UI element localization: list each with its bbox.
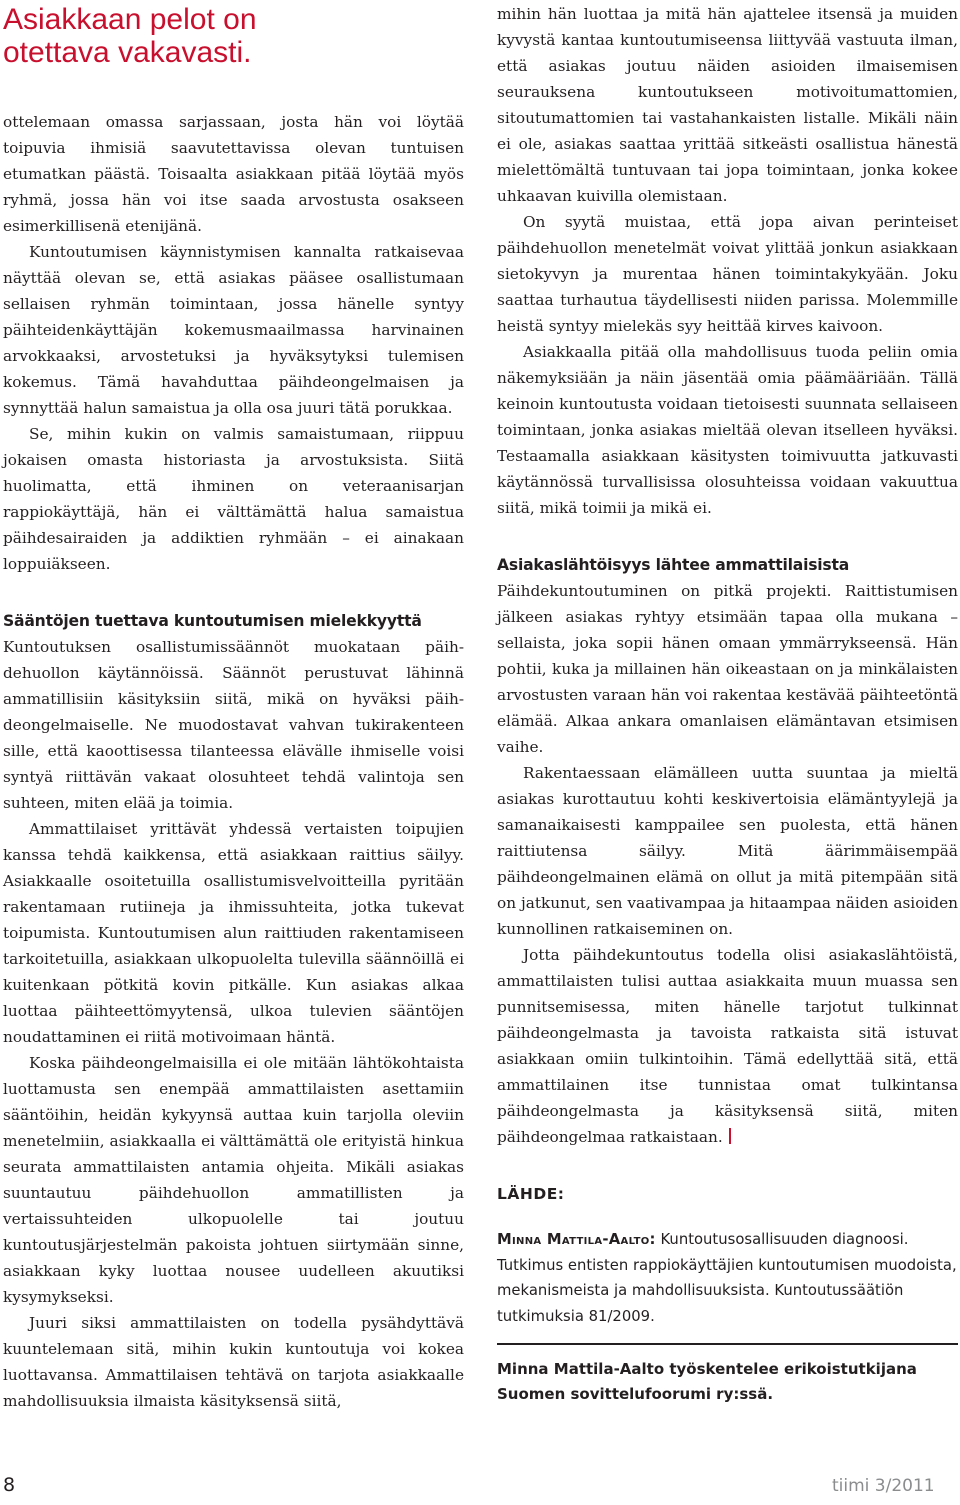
paragraph: On syytä muistaa, että jopa aivan perinteiset päihdehuollon menetelmät voivat ylittää jonkun asiakkaan sietokyvyn ja murentaa hänen toimintakykyään. Joku saattaa turhautua täydellisesti niiden parissa. Molemmille heistä syntyy mielekäs syy heittää kirves kaivoon. bbox=[497, 213, 958, 335]
headline-line-2: otettava vakavasti. bbox=[3, 36, 252, 69]
source-heading: LÄHDE: bbox=[497, 1185, 565, 1203]
page-number: 8 bbox=[3, 1474, 16, 1496]
source-author: Minna Mattila-Aalto: bbox=[497, 1231, 656, 1248]
paragraph: Kuntoutumisen käynnistymisen kannalta ratkaisevaa näyttää olevan se, että asiakas pääsee osallistumaan sellaisen ryhmän toimintaan, jossa hänelle syntyy päihteidenkäyttäjän kokemusmaailmassa harvinainen arvokkaaksi, arvostetuksi ja hyväksytyksi tulemisen kokemus. Tämä havahduttaa päihdeongelmaisen ja synnyttää halun samaistua ja olla osa juuri tätä porukkaa. bbox=[3, 243, 464, 417]
paragraph: mihin hän luottaa ja mitä hän ajattelee itsensä ja muiden kyvystä kantaa kuntoutumiseensa liittyvää vastuuta ilman, että asiakas joutuu näiden asioiden ilmaisemisen seurauksena kuntoutukseen motivoitumattomien, sitoutumattomien tai vastahankaisten listalle. Mikäli näin ei ole, asiakas saattaa yrittää sitkeästi osallistua hänestä mielettömältä tuntuvaan tai jopa toimintaan, jonka kokee uhkaavan kuivilla olemistaan. bbox=[497, 5, 958, 205]
section-heading: Asiakaslähtöisyys lähtee ammattilaisista bbox=[497, 556, 850, 574]
paragraph: Asiakkaalla pitää olla mahdollisuus tuoda peliin omia näkemyksiään ja näin jäsentää omia päämääriään. Tällä keinoin kuntoutusta voidaan tietoisesti suunnata sellaiseen toimintaan, jonka asiakas mieltää olevan itselleen hyväksi. Testaamalla asiakkaan käsitysten toimivuutta jatkuvasti käytännössä turvallisissa olosuhteissa voidaan vakuuttua siitä, mikä toimii ja mikä ei. bbox=[497, 343, 958, 517]
paragraph bbox=[497, 942, 958, 1150]
source-citation: Kuntoutusosallisuuden diagnoosi. Tutkimus entisten rappiokäyttäjien kuntoutumisen muodoista, mekanismeista ja mahdollisuuksista. Kuntoutussäätiön tutkimuksia 81/2009. bbox=[497, 1231, 957, 1326]
source-reference bbox=[497, 1227, 958, 1330]
pull-quote-headline bbox=[3, 3, 464, 69]
paragraph: Koska päihdeongelmaisilla ei ole mitään lähtökohtaista luottamusta sen enempää ammattilaisten asettamiin sääntöihin, heidän kykyynsä auttaa kuin tarjolla oleviin menetelmiin, asiakkaalla ei välttämättä ole erityistä hinkua seurata ammattilaisten antamia ohjeita. Mikäli asiakas suuntautuu päihdehuollon ammatillisten ja vertaissuhteiden ulkopuolelle tai joutuu kuntoutusjärjestelmän pakoista johtuen siirtymään sinne, asiakkaan kyky luottaa nousee uudelleen akuutiksi kysymykseksi. bbox=[3, 1054, 464, 1306]
paragraph: Rakentaessaan elämälleen uutta suuntaa ja mieltä asiakas kurottautuu kohti keskivertoisia elämäntyylejä ja samanaikaisesti kamppailee sen puolesta, että hänen raittiutensa säilyy. Mitä äärimmäisempää päihdeongelmainen elämä on ollut ja mitä pitempään sitä on jatkunut, sen vaativampaa ja hitaampaa näiden asioiden kunnollinen ratkaiseminen on. bbox=[497, 764, 958, 938]
publication-footer: tiimi 3/2011 bbox=[832, 1476, 935, 1496]
paragraph: Päihdekuntoutuminen on pitkä projekti. Raittistumisen jälkeen asiakas ryhtyy etsimään tapaa olla mukana – sellaista, joka sopii hänen omaan ymmärrykseensä. Hän pohtii, kuka ja millainen hän oikeastaan on ja minkälaisten arvostusten varaan hän voi rakentaa kestävää päihteetöntä elämää. Alkaa ankara omanlaisen elämäntavan etsimisen vaihe. bbox=[497, 582, 958, 756]
headline-line-1: Asiakkaan pelot on bbox=[3, 3, 257, 36]
right-column bbox=[497, 0, 958, 1408]
paragraph: Kuntoutuksen osallistumissäännöt muokataan päihdehuollon käytännöissä. Säännöt perustuvat lähinnä ammatillisiin käsityksiin siitä, mikä on hyväksi päihdeongelmaiselle. Ne muodostavat vahvan tukirakenteen sille, että kaoottisessa tilanteessa elävälle ihmiselle voisi syntyä riittävän vakaat olosuhteet tehdä valintoja sen suhteen, miten elää ja toimia. bbox=[3, 638, 464, 812]
left-column bbox=[3, 0, 464, 1414]
article-end-mark bbox=[729, 1128, 731, 1144]
paragraph: Juuri siksi ammattilaisten on todella pysähdyttävä kuuntelemaan sitä, mihin kukin kuntoutuja voi kokea luottavansa. Ammattilaisen tehtävä on tarjota asiakkaalle mahdollisuuksia ilmaista käsityksensä siitä, bbox=[3, 1314, 464, 1410]
paragraph: Se, mihin kukin on valmis samaistumaan, riippuu jokaisen omasta historiasta ja arvostuksista. Siitä huolimatta, että ihminen on veteraanisarjan rappiokäyttäjä, hän ei välttämättä halua samaistua päihdesairaiden ja addiktien ryhmään – ei ainakaan loppuiäkseen. bbox=[3, 425, 464, 573]
divider bbox=[497, 1343, 958, 1345]
paragraph: ottelemaan omassa sarjassaan, josta hän voi löytää toipuvia ihmisiä saavutettavissa olevan tuntuisen etumatkan päästä. Toisaalta asiakkaan pitää löytää myös ryhmä, jossa hän voi itse saada arvostusta osakseen esimerkillisenä etenijänä. bbox=[3, 113, 464, 235]
author-note: Minna Mattila-Aalto työskentelee erikoistutkijana Suomen sovittelufoorumi ry:ssä. bbox=[497, 1359, 917, 1404]
section-heading: Sääntöjen tuettava kuntoutumisen mielekkyyttä bbox=[3, 612, 422, 630]
paragraph-text: Jotta päihdekuntoutus todella olisi asiakaslähtöistä, ammattilaisten tulisi auttaa asiakkaita muun muassa sen punnitsemisessa, miten hänelle tarjotut tulkinnat päihdeongelmasta ja tavoista ratkaista sitä istuvat asiakkaan omiin tulkintoihin. Tämä edellyttää sitä, että ammattilainen itse tunnistaa omat tulkintansa päihdeongelmasta ja käsityksensä siitä, miten päihdeongelmaa ratkaistaan. bbox=[497, 946, 958, 1146]
paragraph: Ammattilaiset yrittävät yhdessä vertaisten toipujien kanssa tehdä kaikkensa, että asiakkaan raittius säilyy. Asiakkaalle osoitetuilla osallistumisvelvoitteilla pyritään rakentamaan rutiineja ja ihmissuhteita, jotka tukevat toipumista. Kuntoutumisen alun raittiuden rakentamiseen tarkoitetuilla, asiakkaan ulkopuolelta tulevilla säännöillä ei kuitenkaan pötkitä kovin pitkälle. Kun asiakas alkaa luottaa päihteettömyytensä, ulkoa tulevien sääntöjen noudattaminen ei riitä motivoimaan häntä. bbox=[3, 820, 464, 1046]
